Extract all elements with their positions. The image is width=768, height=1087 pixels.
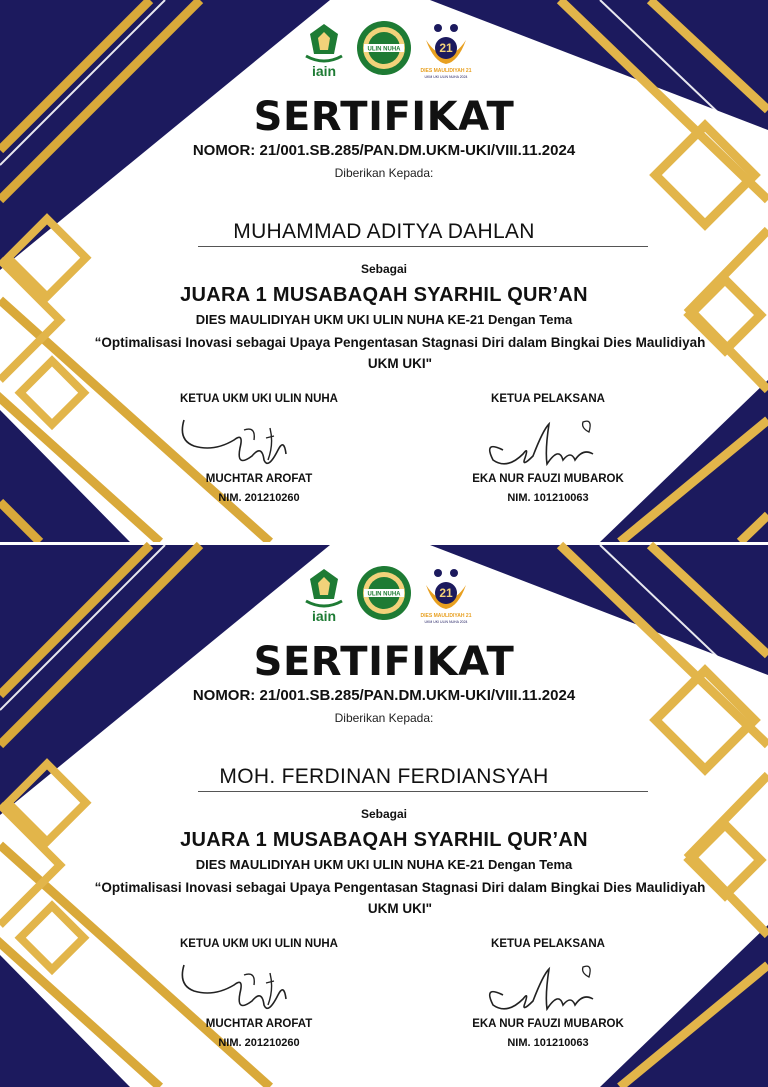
signer-nim: NIM. 201210260 (218, 1037, 300, 1049)
iain-logo-text: iain (311, 608, 337, 624)
event-theme: “Optimalisasi Inovasi sebagai Upaya Pengentasan Stagnasi Diri dalam Bingkai Dies Maulidiyah UKM UKI" (94, 880, 706, 916)
recipient-name: MUHAMMAD ADITYA DAHLAN (233, 220, 535, 243)
signer-nim: NIM. 101210063 (507, 492, 589, 504)
award-title: JUARA 1 MUSABAQAH SYARHIL QUR’AN (180, 284, 588, 306)
certificate-number: NOMOR: 21/001.SB.285/PAN.DM.UKM-UKI/VIII.11.2024 (192, 687, 576, 704)
handwritten-signature-icon (463, 955, 623, 1020)
iain-logo-icon (298, 20, 350, 80)
dies-number: 21 (439, 586, 453, 600)
signer-role: KETUA PELAKSANA (491, 938, 605, 950)
given-to-label: Diberikan Kepada: (334, 166, 434, 180)
certificate-2 (0, 545, 768, 1049)
signer-name: EKA NUR FAUZI MUBAROK (472, 1018, 624, 1030)
dies-logo-subtext: UKM UKI ULIN NUHA 2024 (424, 75, 468, 79)
dies-logo-text: DIES MAULIDIYAH 21 (420, 613, 472, 619)
signer-name: MUCHTAR AROFAT (205, 1018, 313, 1030)
ulin-nuha-seal-text: ULIN NUHA (367, 591, 401, 598)
recipient-name: MOH. FERDINAN FERDIANSYAH (219, 765, 549, 788)
ulin-nuha-seal-icon (356, 20, 412, 76)
as-label: Sebagai (360, 807, 408, 821)
as-label: Sebagai (360, 262, 408, 276)
dies-logo-text: DIES MAULIDIYAH 21 (420, 68, 472, 74)
signer-nim: NIM. 201210260 (218, 492, 300, 504)
name-underline (198, 246, 648, 247)
logo-row (0, 20, 768, 90)
handwritten-signature-icon (463, 410, 623, 475)
signer-role: KETUA PELAKSANA (491, 393, 605, 405)
iain-logo-icon (298, 565, 350, 625)
certificate-title: SERTIFIKAT (253, 639, 515, 685)
signer-name: EKA NUR FAUZI MUBAROK (472, 473, 624, 485)
signer-name: MUCHTAR AROFAT (205, 473, 313, 485)
event-theme: “Optimalisasi Inovasi sebagai Upaya Pengentasan Stagnasi Diri dalam Bingkai Dies Maulidiyah UKM UKI" (94, 335, 706, 371)
logo-row (0, 565, 768, 635)
handwritten-signature-icon (174, 410, 324, 475)
certificate-title: SERTIFIKAT (253, 94, 515, 140)
certificate-1 (0, 0, 768, 542)
handwritten-signature-icon (174, 955, 324, 1020)
given-to-label: Diberikan Kepada: (334, 711, 434, 725)
award-title: JUARA 1 MUSABAQAH SYARHIL QUR’AN (180, 829, 588, 851)
iain-logo-text: iain (311, 63, 337, 79)
ulin-nuha-seal-text: ULIN NUHA (367, 46, 401, 53)
signer-role: KETUA UKM UKI ULIN NUHA (179, 938, 338, 950)
name-underline (198, 791, 648, 792)
dies-logo-subtext: UKM UKI ULIN NUHA 2024 (424, 620, 468, 624)
event-description: DIES MAULIDIYAH UKM UKI ULIN NUHA KE-21 Dengan Tema (195, 312, 573, 327)
certificate-number: NOMOR: 21/001.SB.285/PAN.DM.UKM-UKI/VIII.11.2024 (192, 142, 576, 159)
event-description: DIES MAULIDIYAH UKM UKI ULIN NUHA KE-21 Dengan Tema (195, 857, 573, 872)
dies-maulidiyah-21-logo-icon (418, 565, 474, 625)
dies-number: 21 (439, 41, 453, 55)
signer-role: KETUA UKM UKI ULIN NUHA (179, 393, 338, 405)
ulin-nuha-seal-icon (356, 565, 412, 621)
signer-nim: NIM. 101210063 (507, 1037, 589, 1049)
dies-maulidiyah-21-logo-icon (418, 20, 474, 80)
